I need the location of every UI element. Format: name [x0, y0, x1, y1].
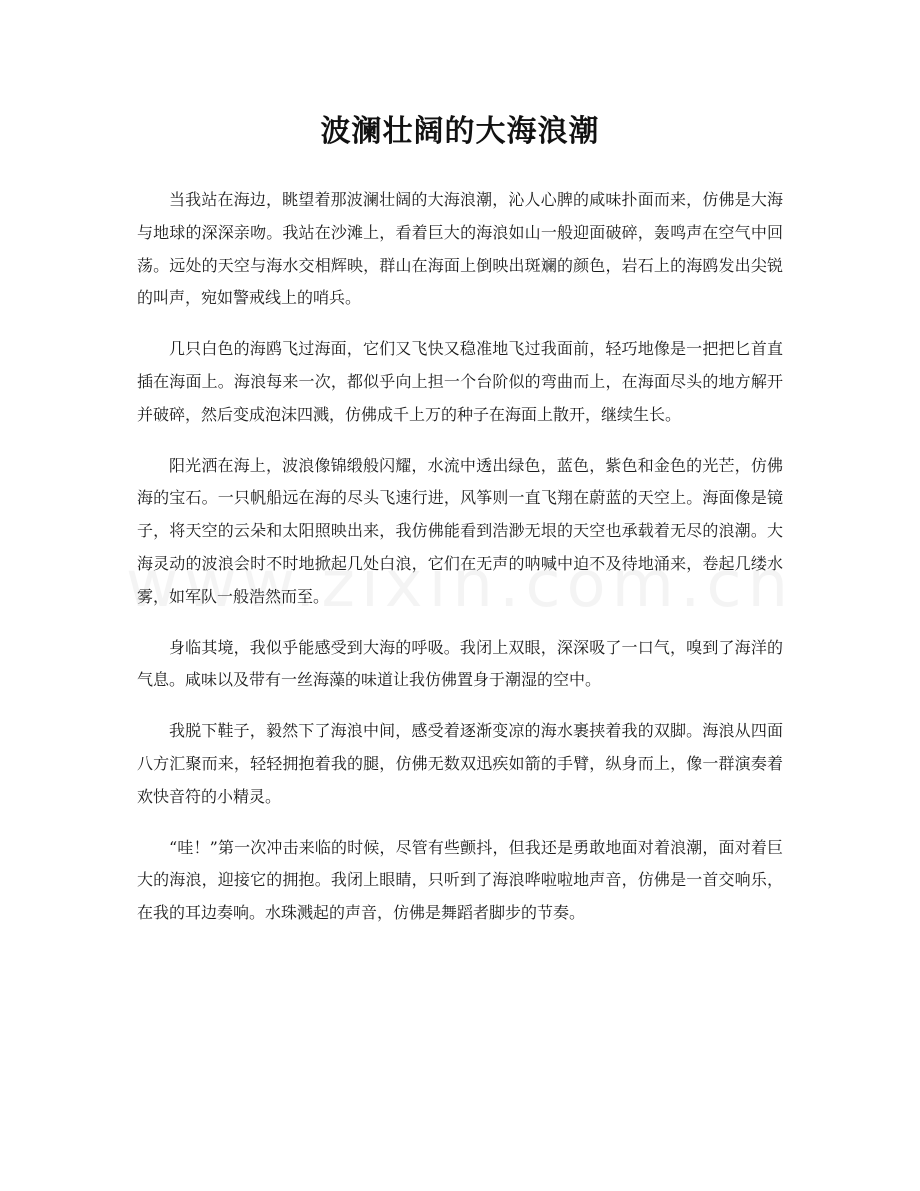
paragraph-2: 几只白色的海鸥飞过海面，它们又飞快又稳准地飞过我面前，轻巧地像是一把把匕首直插在海面上。海浪每来一次，都似乎向上担一个台阶似的弯曲而上，在海面尽头的地方解开并破碎，然后变成泡沫四溅，仿佛成千上万的种子在海面上散开，继续生长。 [137, 339, 783, 424]
paragraph-1: 当我站在海边，眺望着那波澜壮阔的大海浪潮，沁人心脾的咸味扑面而来，仿佛是大海与地球的深深亲吻。我站在沙滩上，看着巨大的海浪如山一般迎面破碎，轰鸣声在空气中回荡。远处的天空与海水交相辉映，群山在海面上倒映出斑斓的颜色，岩石上的海鸥发出尖锐的叫声，宛如警戒线上的哨兵。 [137, 190, 783, 308]
article-body [137, 184, 783, 948]
paragraph-5: 我脱下鞋子，毅然下了海浪中间，感受着逐渐变凉的海水裹挟着我的双脚。海浪从四面八方汇聚而来，轻轻拥抱着我的腿，仿佛无数双迅疾如箭的手臂，纵身而上，像一群演奏着欢快音符的小精灵。 [137, 721, 783, 806]
paragraph-4: 身临其境，我似乎能感受到大海的呼吸。我闭上双眼，深深吸了一口气，嗅到了海洋的气息。咸味以及带有一丝海藻的味道让我仿佛置身于潮湿的空中。 [137, 637, 783, 690]
page-title: 波澜壮阔的大海浪潮 [320, 114, 600, 149]
paragraph-6: “哇！”第一次冲击来临的时候，尽管有些颤抖，但我还是勇敢地面对着浪潮，面对着巨大的海浪，迎接它的拥抱。我闭上眼睛，只听到了海浪哗啦啦地声音，仿佛是一首交响乐，在我的耳边奏响。水珠溅起的声音，仿佛是舞蹈者脚步的节奏。 [137, 837, 783, 923]
paragraph-3: 阳光洒在海上，波浪像锦缎般闪耀，水流中透出绿色，蓝色，紫色和金色的光芒，仿佛海的宝石。一只帆船远在海的尽头飞速行进，风筝则一直飞翔在蔚蓝的天空上。海面像是镜子，将天空的云朵和太阳照映出来，我仿佛能看到浩渺无垠的天空也承载着无尽的浪潮。大海灵动的波浪会时不时地掀起几处白浪，它们在无声的呐喊中迫不及待地涌来，卷起几缕水雾，如军队一般浩然而至。 [137, 455, 783, 606]
